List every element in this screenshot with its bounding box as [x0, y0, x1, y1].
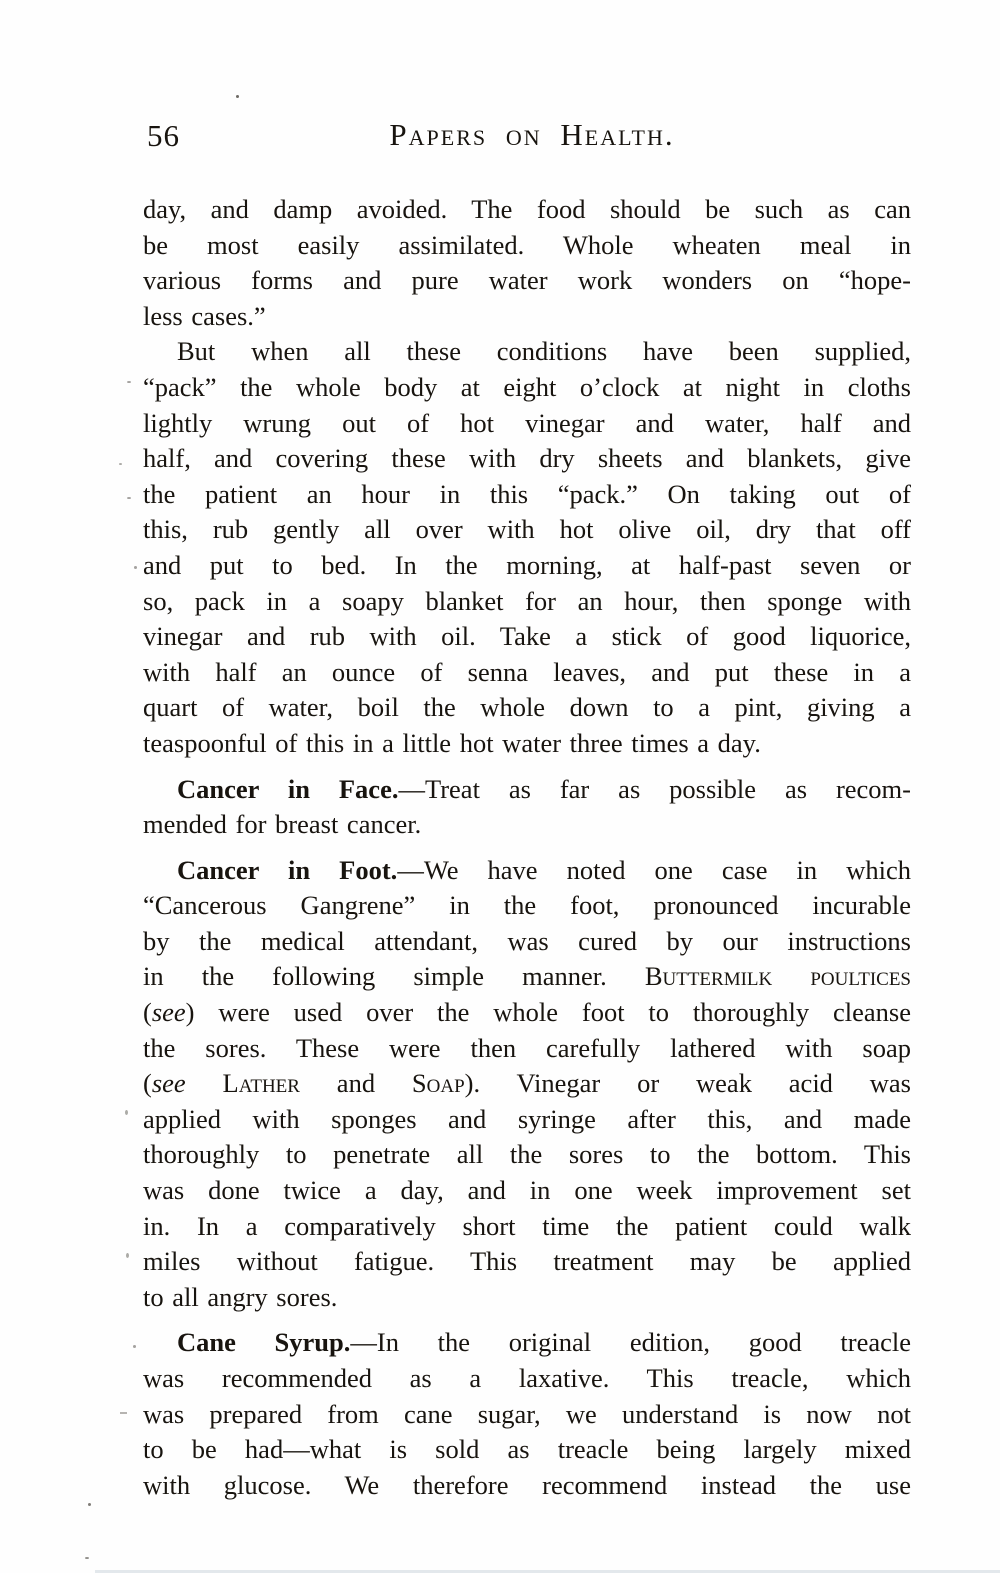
text-line [143, 441, 911, 477]
text-line [143, 406, 911, 442]
text-line [143, 853, 911, 889]
text-segment: vinegar and rub with oil. Take a stick of good liquorice, [143, 621, 911, 652]
text-segment: teaspoonful of this in a little hot water three times a day. [143, 727, 761, 758]
text-segment: the sores. These were then carefully lathered with soap [143, 1032, 911, 1063]
text-line [143, 477, 911, 513]
scan-speck [134, 566, 137, 569]
text-line [143, 1361, 911, 1397]
text-line [143, 1397, 911, 1433]
text-line [143, 1102, 911, 1138]
text-line [143, 1209, 911, 1245]
scan-speck [133, 1345, 136, 1348]
text-line [143, 299, 911, 335]
text-segment: see [151, 997, 186, 1028]
text-segment: —Treat as far as possible as recom- [398, 773, 911, 804]
scan-speck [236, 95, 239, 98]
text-line [143, 1066, 911, 1102]
text-line [143, 192, 911, 228]
text-line [143, 959, 911, 995]
text-line [143, 1244, 911, 1280]
scan-speck [125, 1110, 128, 1115]
entry-cancer-in-face [143, 772, 911, 843]
text-segment: “pack” the whole body at eight o’clock at night in cloths [143, 371, 911, 402]
text-segment: to all angry sores. [143, 1281, 338, 1312]
text-segment: this, rub gently all over with hot olive oil, dry that off [143, 514, 911, 545]
text-line [143, 655, 911, 691]
text-line [143, 1468, 911, 1504]
text-segment: with half an ounce of senna leaves, and put these in a [143, 656, 911, 687]
text-segment: to be had—what is sold as treacle being largely mixed [143, 1434, 911, 1465]
text-segment: be most easily assimilated. Whole wheaten meal in [143, 229, 911, 260]
text-segment: in. In a comparatively short time the patient could walk [143, 1210, 911, 1241]
entry-heading: Cancer in Foot. [177, 854, 398, 885]
text-segment: in the following simple manner. [143, 961, 645, 992]
text-segment: and [299, 1068, 412, 1099]
text-segment: quart of water, boil the whole down to a pint, giving a [143, 692, 911, 723]
scan-speck [127, 381, 131, 383]
text-segment: mended for breast cancer. [143, 809, 422, 840]
text-line [143, 772, 911, 808]
text-line [143, 726, 911, 762]
text-segment: applied with sponges and syringe after this, and made [143, 1103, 911, 1134]
text-line [143, 807, 911, 843]
scan-speck [119, 463, 122, 465]
scan-speck [85, 1557, 89, 1559]
entry-cane-syrup [143, 1325, 911, 1503]
text-segment: various forms and pure water work wonders on “hope- [143, 265, 911, 296]
text-segment: was prepared from cane sugar, we understand is now not [143, 1398, 911, 1429]
paragraph-pack-treatment [143, 334, 911, 761]
text-line [143, 1031, 911, 1067]
entry-cancer-in-foot [143, 853, 911, 1316]
text-segment: thoroughly to penetrate all the sores to the bottom. This [143, 1139, 911, 1170]
text-segment: “Cancerous Gangrene” in the foot, pronounced incurable [143, 890, 911, 921]
text-segment: —In the original edition, good treacle [350, 1327, 911, 1358]
text-segment [186, 1068, 223, 1098]
text-segment: ). Vinegar or weak acid was [464, 1068, 911, 1099]
text-segment: so, pack in a soapy blanket for an hour, then sponge with [143, 585, 911, 616]
page-body [143, 192, 911, 1503]
text-segment: Lather [222, 1068, 300, 1099]
text-segment: miles without fatigue. This treatment may be applied [143, 1246, 911, 1277]
text-segment: the patient an hour in this “pack.” On taking out of [143, 478, 911, 509]
text-line [143, 228, 911, 264]
text-segment: Soap [411, 1068, 465, 1099]
text-line [143, 334, 911, 370]
text-line [143, 619, 911, 655]
scan-speck [120, 1412, 127, 1414]
scan-speck [127, 497, 131, 499]
text-segment: ( [143, 1068, 152, 1099]
text-segment: half, and covering these with dry sheets and blankets, give [143, 443, 911, 474]
text-line [143, 1137, 911, 1173]
text-line [143, 370, 911, 406]
text-line [143, 995, 911, 1031]
scan-speck [88, 1503, 91, 1506]
text-segment: —We have noted one case in which [397, 854, 911, 885]
text-segment: see [151, 1068, 186, 1099]
text-segment: and put to bed. In the morning, at half-past seven or [143, 549, 911, 580]
entry-heading: Cancer in Face. [177, 773, 399, 804]
text-segment: by the medical attendant, was cured by our instructions [143, 925, 911, 956]
text-segment: with glucose. We therefore recommend instead the use [143, 1469, 911, 1500]
entry-heading: Cane Syrup. [177, 1327, 351, 1358]
text-segment: ( [143, 997, 152, 1028]
text-segment: was done twice a day, and in one week improvement set [143, 1175, 911, 1206]
text-line [143, 924, 911, 960]
text-segment: was recommended as a laxative. This treacle, which [143, 1363, 911, 1393]
text-segment: ) were used over the whole foot to thoroughly cleanse [185, 997, 911, 1028]
text-segment: But when all these conditions have been supplied, [177, 336, 911, 367]
text-line [143, 584, 911, 620]
text-line [143, 548, 911, 584]
page-number: 56 [147, 118, 180, 153]
running-title: Papers on Health. [389, 117, 675, 152]
text-line [143, 1325, 911, 1361]
text-segment: Buttermilk poultices [644, 961, 911, 992]
text-line [143, 690, 911, 726]
text-segment: day, and damp avoided. The food should be such as can [143, 194, 911, 224]
scan-speck [126, 1253, 129, 1258]
paragraph-continuation [143, 192, 911, 334]
text-line [143, 1432, 911, 1468]
text-line [143, 888, 911, 924]
text-line [143, 1280, 911, 1316]
text-segment: lightly wrung out of hot vinegar and water, half and [143, 407, 911, 438]
text-line [143, 263, 911, 299]
text-line [143, 1173, 911, 1209]
text-segment: less cases.” [143, 300, 266, 331]
text-line [143, 512, 911, 548]
